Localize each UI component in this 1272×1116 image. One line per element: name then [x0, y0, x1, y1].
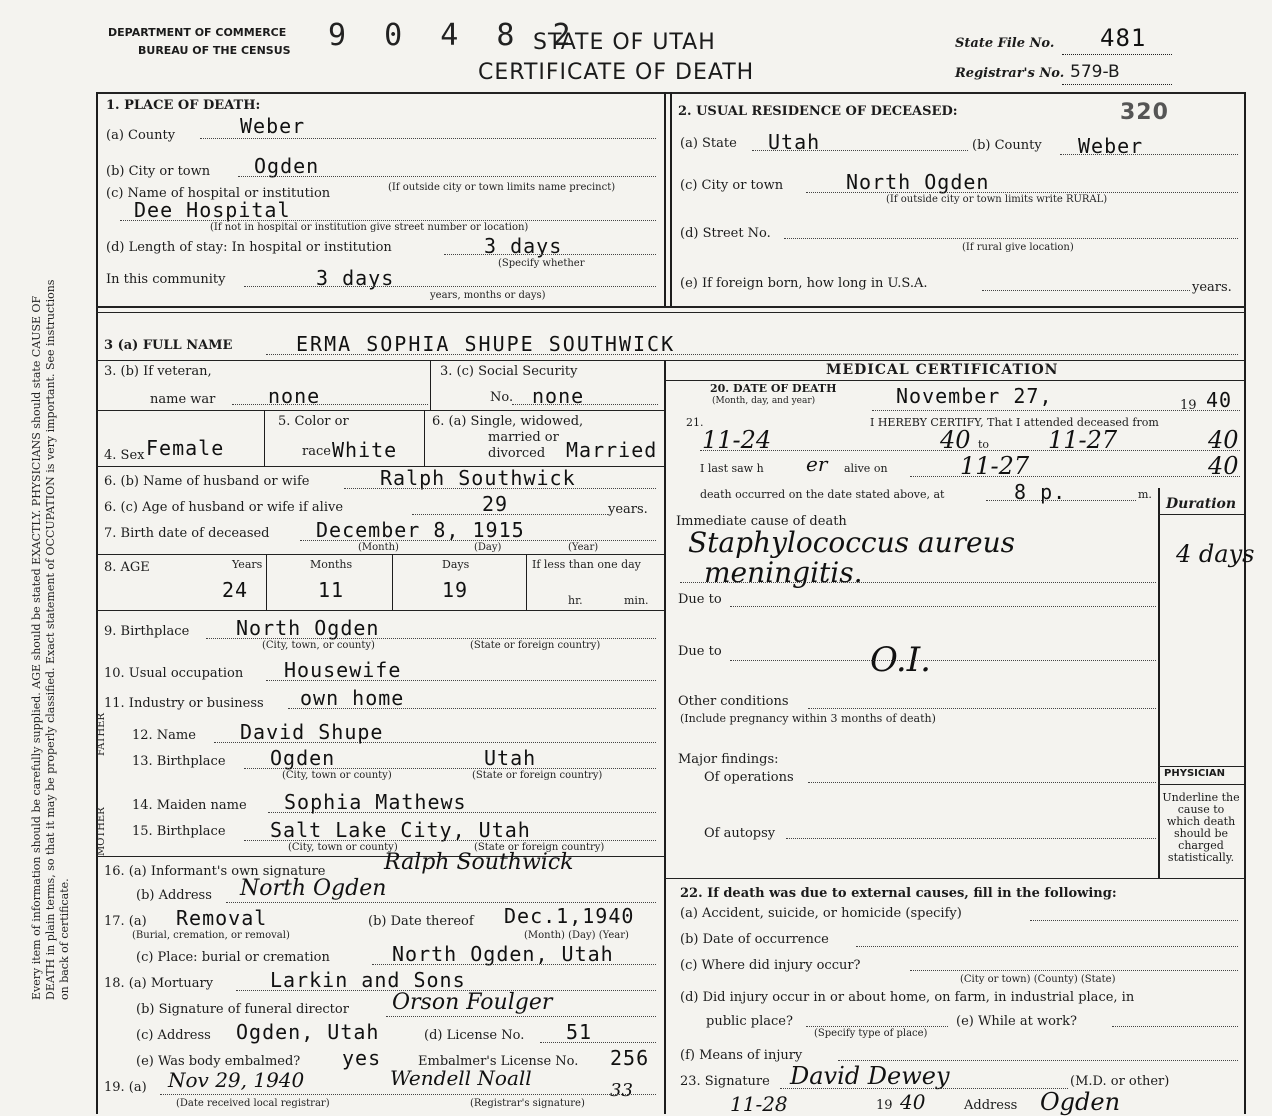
mother-maiden-value: Sophia Mathews [284, 790, 467, 814]
residence-city-label: (c) City or town [680, 178, 784, 193]
occurred-label: death occurred on the date stated above, at [700, 488, 945, 501]
hospital-note-2: (If not in hospital or institution give street number or location) [210, 222, 529, 233]
residence-street-rule [784, 238, 1238, 239]
informant-signature: Ralph Southwick [384, 850, 574, 875]
certifier-date: 11-28 [730, 1092, 788, 1116]
father-birthplace-city: Ogden [270, 746, 336, 770]
hospital-rule [120, 220, 656, 221]
race-value: White [332, 438, 398, 462]
veteran-label: 3. (b) If veteran, [104, 364, 212, 379]
father-name-rule [214, 742, 656, 743]
underline-note: Underline the cause to which death should be charged statistically. [1162, 791, 1240, 864]
husband-age-value: 29 [482, 492, 509, 516]
ss-rule [512, 404, 658, 405]
duration-value: 4 days [1176, 540, 1255, 568]
external-a-rule [1030, 920, 1238, 921]
other-conditions-label: Other conditions [678, 694, 789, 709]
residence-street-label: (d) Street No. [680, 226, 771, 241]
external-b-rule [856, 946, 1238, 947]
father-city-caption: (City, town or county) [282, 770, 392, 781]
state-file-number: 481 [1100, 24, 1147, 52]
external-d-label: (d) Did injury occur in or about home, on farm, in industrial place, in [680, 990, 1135, 1005]
certifier-signature-label: 23. Signature [680, 1074, 770, 1089]
foreign-born-label: (e) If foreign born, how long in U.S.A. [680, 276, 928, 291]
residence-county-value: Weber [1078, 134, 1144, 158]
birthplace-rule [206, 638, 656, 639]
ss-no-label: No. [490, 390, 514, 405]
death-city-value: Ogden [254, 154, 320, 178]
husband-age-label: 6. (c) Age of husband or wife if alive [104, 500, 344, 515]
place-of-death-heading: 1. PLACE OF DEATH: [106, 98, 261, 113]
serial-stamp: 9 0 4 8 2 [328, 18, 581, 53]
rural-location-note: (If rural give location) [962, 242, 1074, 253]
physician-rule-top [1158, 766, 1244, 767]
age-months-value: 11 [318, 578, 345, 602]
full-name-label: 3 (a) FULL NAME [104, 338, 233, 353]
occupation-label: 10. Usual occupation [104, 666, 244, 681]
color-label: 5. Color or [278, 414, 349, 429]
residence-heading: 2. USUAL RESIDENCE OF DECEASED: [678, 104, 958, 119]
date-of-death-value: November 27, [896, 384, 1053, 408]
burial-place-label: (c) Place: burial or cremation [136, 950, 330, 965]
mortuary-address-value: Ogden, Utah [236, 1020, 380, 1044]
sidebar-instruction-line-2: DEATH in plain terms, so that it may be properly classified. Exact statement of OCCUPATION is very important. See instructions [44, 279, 57, 1000]
death-city-label: (b) City or town [106, 164, 211, 179]
physician-caption: PHYSICIAN [1164, 768, 1226, 779]
autopsy-label: Of autopsy [704, 826, 776, 841]
external-causes-heading: 22. If death was due to external causes, fill in the following: [680, 886, 1117, 901]
registrar-label: Registrar's No. [955, 66, 1065, 81]
residence-state-rule [752, 150, 968, 151]
death-county-value: Weber [240, 114, 306, 138]
mother-caption: MOTHER [96, 807, 107, 856]
full-name-value: ERMA SOPHIA SHUPE SOUTHWICK [296, 332, 676, 356]
medical-certification-heading: MEDICAL CERTIFICATION [826, 362, 1059, 378]
form-right-border [1244, 92, 1246, 1114]
license-label: (d) License No. [424, 1028, 525, 1043]
external-a-label: (a) Accident, suicide, or homicide (specify) [680, 906, 962, 921]
husband-rule [344, 488, 656, 489]
alive-rule [910, 476, 1240, 477]
external-d-caption: (Specify type of place) [814, 1028, 928, 1039]
embalmed-label: (e) Was body embalmed? [136, 1054, 301, 1069]
race-label: race [302, 444, 331, 459]
due-to-label-2: Due to [678, 644, 722, 659]
form-left-border [96, 92, 98, 1114]
registrar-number: 579-B [1070, 62, 1120, 82]
age-row-bottom [96, 610, 664, 611]
time-m-label: m. [1138, 488, 1152, 501]
mortuary-label: 18. (a) Mortuary [104, 976, 214, 991]
filed-date: Nov 29, 1940 [168, 1068, 305, 1092]
sex-label: 4. Sex [104, 448, 145, 463]
autopsy-rule [786, 838, 1156, 839]
attended-from-year: 40 [940, 426, 971, 454]
funeral-director-rule [386, 1016, 656, 1017]
age-col-3 [526, 554, 527, 610]
death-county-rule [200, 138, 656, 139]
license-rule [540, 1042, 656, 1043]
occupation-rule [266, 680, 656, 681]
external-e-rule [1112, 1026, 1238, 1027]
embalmer-license-value: 256 [610, 1046, 650, 1070]
certify-number: 21. [686, 416, 704, 429]
mother-birthplace-value: Salt Lake City, Utah [270, 818, 531, 842]
funeral-director-label: (b) Signature of funeral director [136, 1002, 349, 1017]
sidebar-instruction-line-3: on back of certificate. [58, 878, 71, 1000]
external-b-label: (b) Date of occurrence [680, 932, 829, 947]
mortuary-address-label: (c) Address [136, 1028, 211, 1043]
stay-rule [444, 254, 656, 255]
birth-date-value: December 8, 1915 [316, 518, 525, 542]
residence-county-rule [1060, 154, 1238, 155]
ss-label: 3. (c) Social Security [440, 364, 578, 379]
husband-value: Ralph Southwick [380, 466, 576, 490]
informant-address-rule [226, 902, 656, 903]
cause-line-1: Staphylococcus aureus [688, 526, 1016, 559]
external-e-label: (e) While at work? [956, 1014, 1077, 1029]
father-birthplace-state: Utah [484, 746, 537, 770]
marital-label-2: married or [488, 430, 559, 445]
operations-label: Of operations [704, 770, 794, 785]
birth-month-caption: (Month) [358, 542, 399, 553]
registrar-rule [1062, 84, 1172, 85]
section-divider-2 [96, 312, 1246, 313]
date-of-death-year: 40 [1206, 388, 1233, 412]
father-birthplace-label: 13. Birthplace [132, 754, 226, 769]
instruction-sidebar [0, 0, 96, 1114]
disposition-caption: (Burial, cremation, or removal) [132, 930, 290, 941]
mother-city-caption: (City, town or county) [288, 842, 398, 853]
certify-text: I HEREBY CERTIFY, That I attended deceased from [870, 416, 1159, 429]
less-than-day-caption: If less than one day [532, 558, 641, 571]
date-of-death-rule [872, 410, 1240, 411]
father-caption: FATHER [96, 713, 107, 756]
industry-rule [288, 708, 656, 709]
top-column-divider-2 [670, 92, 672, 306]
major-findings-label: Major findings: [678, 752, 779, 767]
embalmer-license-label: Embalmer's License No. [418, 1054, 579, 1069]
state-title: STATE OF UTAH [533, 30, 716, 55]
certifier-year-prefix: 19 [876, 1098, 893, 1113]
disposition-date-label: (b) Date thereof [368, 914, 474, 929]
external-d-label-2: public place? [706, 1014, 793, 1029]
veteran-row-divider [96, 410, 664, 411]
hospital-note: (If outside city or town limits name precinct) [388, 182, 616, 193]
registrar-mark: 33 [610, 1080, 633, 1101]
cause-rule [680, 582, 1156, 583]
father-birthplace-rule [244, 768, 656, 769]
age-days-value: 19 [442, 578, 469, 602]
community-value: 3 days [316, 266, 395, 290]
informant-address-label: (b) Address [136, 888, 212, 903]
operations-rule [808, 782, 1156, 783]
community-rule [244, 286, 656, 287]
date-of-death-label: 20. DATE OF DEATH [710, 382, 837, 395]
husband-age-rule [412, 514, 608, 515]
registrar-signature: Wendell Noall [390, 1066, 532, 1090]
veteran-ss-divider [430, 360, 431, 410]
external-c-caption: (City or town) (County) (State) [960, 974, 1116, 985]
certifier-signature: David Dewey [790, 1062, 950, 1090]
community-label: In this community [106, 272, 226, 287]
marital-value: Married [566, 438, 658, 462]
hospital-label: (c) Name of hospital or institution [106, 186, 331, 201]
stay-value: 3 days [484, 234, 563, 258]
registrar-sig-caption: (Registrar's signature) [470, 1098, 585, 1109]
husband-label: 6. (b) Name of husband or wife [104, 474, 310, 489]
cause-line-2: meningitis. [704, 556, 863, 589]
father-name-label: 12. Name [132, 728, 196, 743]
filed-label: 19. (a) [104, 1080, 147, 1095]
sex-race-divider [264, 410, 265, 466]
birthplace-city-caption: (City, town, or county) [262, 640, 375, 651]
certifier-md-label: (M.D. or other) [1070, 1074, 1170, 1089]
burial-place-rule [372, 964, 656, 965]
birth-year-caption: (Year) [568, 542, 599, 553]
mother-maiden-rule [268, 812, 656, 813]
filed-rule [160, 1094, 656, 1095]
top-column-divider [664, 92, 666, 306]
external-c-rule [910, 970, 1238, 971]
state-file-label: State File No. [955, 36, 1055, 51]
father-state-caption: (State or foreign country) [472, 770, 603, 781]
birth-day-caption: (Day) [474, 542, 502, 553]
residence-state-value: Utah [768, 130, 821, 154]
due-to-mark: O.I. [870, 640, 931, 680]
birthplace-value: North Ogden [236, 616, 380, 640]
name-row-divider [96, 360, 1244, 361]
physician-rule-bottom [1158, 784, 1244, 785]
father-name-value: David Shupe [240, 720, 384, 744]
to-label: to [978, 438, 990, 451]
last-saw-label: I last saw h [700, 462, 764, 475]
funeral-director-signature: Orson Foulger [392, 990, 553, 1015]
foreign-born-rule [982, 290, 1190, 291]
industry-value: own home [300, 686, 405, 710]
war-rule [232, 404, 428, 405]
residence-city-rule [806, 192, 1238, 193]
state-file-rule [1062, 54, 1172, 55]
mortuary-value: Larkin and Sons [270, 968, 466, 992]
duration-rule [1158, 514, 1244, 515]
residence-state-label: (a) State [680, 136, 737, 151]
stay-label: (d) Length of stay: In hospital or institution [106, 240, 392, 255]
age-col-1 [266, 554, 267, 610]
attended-from: 11-24 [702, 426, 772, 454]
foreign-born-years-label: years. [1192, 280, 1232, 295]
alive-label: alive on [844, 462, 888, 475]
ss-value: none [532, 384, 585, 408]
race-marital-divider [424, 410, 425, 466]
hours-caption: hr. [568, 594, 583, 607]
residence-city-value: North Ogden [846, 170, 990, 194]
other-conditions-rule [808, 708, 1156, 709]
sidebar-instruction-line-1: Every item of information should be carefully supplied. AGE should be stated EXACTLY. PHYSICIANS should state CAUSE OF [30, 295, 43, 1000]
husband-age-unit: years. [608, 502, 648, 517]
certifier-address: Ogden [1040, 1088, 1121, 1116]
bureau-name: BUREAU OF THE CENSUS [138, 44, 291, 57]
age-years-caption: Years [232, 558, 263, 571]
marital-label-1: 6. (a) Single, widowed, [432, 414, 584, 429]
attended-to-year: 40 [1208, 426, 1239, 454]
due-to-label-1: Due to [678, 592, 722, 607]
disposition-date-caption: (Month) (Day) (Year) [524, 930, 629, 941]
industry-label: 11. Industry or business [104, 696, 264, 711]
mother-birthplace-label: 15. Birthplace [132, 824, 226, 839]
external-f-label: (f) Means of injury [680, 1048, 803, 1063]
license-value: 51 [566, 1020, 593, 1044]
disposition-value: Removal [176, 906, 268, 930]
informant-address: North Ogden [240, 876, 387, 901]
death-county-label: (a) County [106, 128, 176, 143]
age-col-2 [392, 554, 393, 610]
external-d-rule [806, 1026, 948, 1027]
alive-on-date: 11-27 [960, 452, 1030, 480]
time-of-death: 8 p. [1014, 480, 1067, 504]
disposition-label: 17. (a) [104, 914, 147, 929]
minutes-caption: min. [624, 594, 649, 607]
filed-caption: (Date received local registrar) [176, 1098, 330, 1109]
certifier-signature-rule [780, 1088, 1068, 1089]
mother-maiden-label: 14. Maiden name [132, 798, 247, 813]
war-value: none [268, 384, 321, 408]
external-section-divider [664, 878, 1244, 879]
attended-to: 11-27 [1048, 426, 1118, 454]
section-divider [96, 306, 1246, 308]
death-city-rule [238, 176, 656, 177]
mother-state-caption: (State or foreign country) [474, 842, 605, 853]
last-saw-pronoun: er [806, 452, 828, 476]
hospital-value: Dee Hospital [134, 198, 291, 222]
burial-place-value: North Ogden, Utah [392, 942, 614, 966]
age-label: 8. AGE [104, 560, 150, 575]
rural-note: (If outside city or town limits write RURAL) [886, 194, 1108, 205]
certifier-year: 40 [900, 1090, 926, 1114]
mother-birthplace-rule [244, 840, 656, 841]
sex-value: Female [146, 436, 225, 460]
attended-rule [700, 450, 1240, 451]
certificate-title: CERTIFICATE OF DEATH [478, 60, 755, 85]
residence-stamp: 320 [1120, 100, 1169, 125]
age-row-top [96, 554, 664, 555]
certifier-address-label: Address [964, 1098, 1018, 1113]
full-name-rule [266, 354, 1238, 355]
informant-signature-label: 16. (a) Informant's own signature [104, 864, 326, 879]
alive-on-year: 40 [1208, 452, 1239, 480]
age-months-caption: Months [310, 558, 353, 571]
other-conditions-note: (Include pregnancy within 3 months of death) [680, 712, 936, 725]
medical-column-divider [664, 360, 666, 1114]
duration-label: Duration [1166, 496, 1237, 512]
ymd-note: years, months or days) [430, 290, 546, 301]
marital-label-3: divorced [488, 446, 546, 461]
birthplace-state-caption: (State or foreign country) [470, 640, 601, 651]
department-name: DEPARTMENT OF COMMERCE [108, 26, 287, 39]
external-c-label: (c) Where did injury occur? [680, 958, 861, 973]
immediate-cause-label: Immediate cause of death [676, 514, 847, 529]
birth-date-rule [300, 540, 656, 541]
parents-divider [96, 856, 664, 857]
date-of-death-caption: (Month, day, and year) [712, 396, 816, 406]
age-days-caption: Days [442, 558, 470, 571]
external-f-rule [838, 1060, 1238, 1061]
due-to-rule-1 [730, 606, 1156, 607]
war-label: name war [150, 392, 216, 407]
due-to-rule-2 [730, 660, 1156, 661]
occupation-value: Housewife [284, 658, 402, 682]
embalmed-value: yes [342, 1046, 382, 1070]
medical-heading-rule [664, 380, 1244, 381]
disposition-date-value: Dec.1,1940 [504, 904, 635, 928]
specify-note: (Specify whether [498, 258, 585, 269]
birthplace-label: 9. Birthplace [104, 624, 190, 639]
date-of-death-year-prefix: 19 [1180, 398, 1197, 413]
birth-date-label: 7. Birth date of deceased [104, 526, 270, 541]
age-years-value: 24 [222, 578, 249, 602]
time-rule [986, 500, 1136, 501]
residence-county-label: (b) County [972, 138, 1042, 153]
